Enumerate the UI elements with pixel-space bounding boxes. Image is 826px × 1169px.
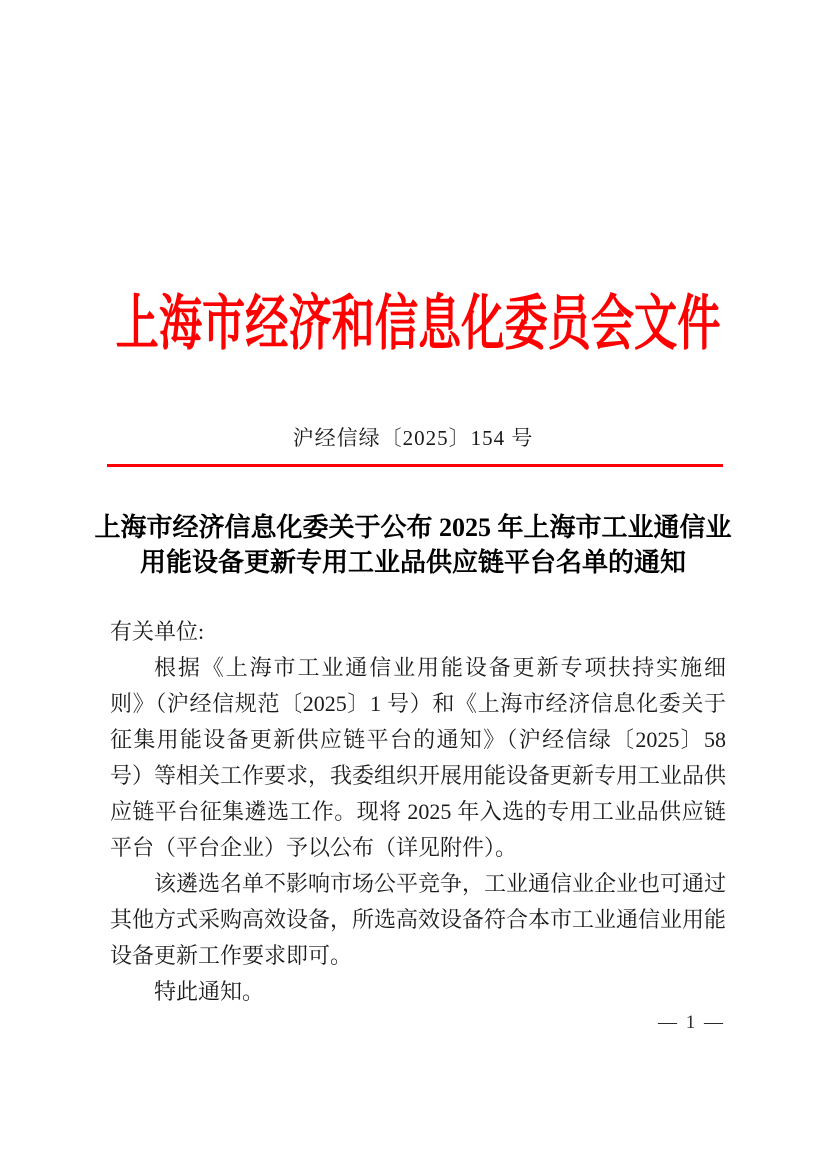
body-paragraph: 该遴选名单不影响市场公平竞争，工业通信业企业也可通过其他方式采购高效设备，所选高效设备符合本市工业通信业用能设备更新工作要求即可。 [110,871,727,968]
red-divider-line [107,464,723,467]
body-paragraph: 根据《上海市工业通信业用能设备更新专项扶持实施细则》（沪经信规范〔2025〕1 号）和《上海市经济信息化委关于征集用能设备更新供应链平台的通知》（沪经信绿〔2025〕58 号）等相关工作要求，我委组织开展用能设备更新专用工业品供应链平台征集遴选工作。现将 2025 年入选的专用工业品供应链平台（平台企业）予以公布（详见附件）。 [110,655,727,860]
body-paragraph: 特此通知。 [154,979,265,1004]
document-number: 沪经信绿〔2025〕154 号 [292,426,534,450]
notice-title [0,510,826,580]
notice-title-line-1: 上海市经济信息化委关于公布 2025 年上海市工业通信业 [94,513,732,542]
page-number-text: — 1 — [658,1012,725,1033]
letterhead-title: 上海市经济和信息化委员会文件 [115,291,721,357]
salutation: 有关单位: [110,619,205,644]
document-body [110,614,726,1010]
page-number [658,1010,725,1036]
notice-title-line-2: 用能设备更新专用工业品供应链平台名单的通知 [139,548,686,577]
